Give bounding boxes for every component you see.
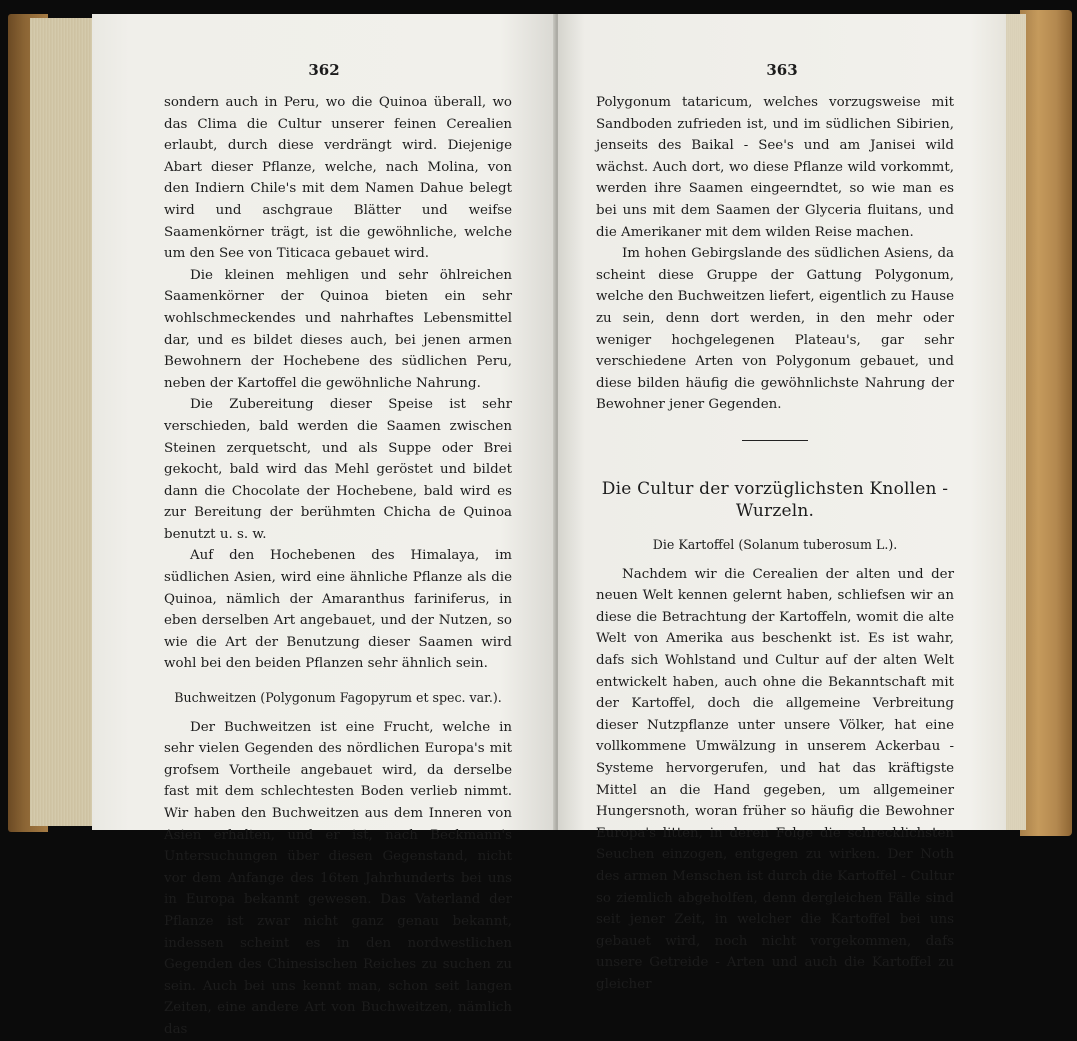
paragraph: sondern auch in Peru, wo die Quinoa überall, wo das Clima die Cultur unserer feinen Cerealien erlaubt, durch diese verdrängt wird. Diejenige Abart dieser Pflanze, welche, nach Molina, von den Indiern Chile's mit dem Namen Dahue belegt wird und aschgraue Blätter und weifse Saamenkörner trägt, ist die gewöhnliche, welche um den See von Titicaca gebauet wird.	[164, 95, 512, 262]
paragraph: Im hohen Gebirgslande des südlichen Asiens, da scheint diese Gruppe der Gattung Polygonum, welche den Buchweitzen liefert, eigentlich zu Hause zu sein, denn dort werden, in den mehr oder weniger hochgelegenen Plateau's, gar sehr verschiedene Arten von Polygonum gebauet, und diese bilden häufig die gewöhnlichste Nahrung der Bewohner jener Gegenden.	[596, 246, 954, 413]
right-page	[558, 14, 1006, 992]
paragraph: Nachdem wir die Cerealien der alten und der neuen Welt kennen gelernt haben, schliefsen wir an diese die Betrachtung der Kartoffeln, womit die alte Welt von Amerika aus beschenkt ist. Es ist wahr, dafs sich Wohlstand und Cultur auf der alten Welt entwickelt haben, auch ohne die Bekanntschaft mit der Kartoffel, doch die allgemeine Verbreitung dieser Nutzpflanze unter unsere Völker, hat eine vollkommene Umwälzung in unserem Ackerbau - Systeme hervorgerufen, und hat das kräftigste Mittel an die Hand gegeben, um allgemeiner Hungersnoth, woran früher so häufig die Bewohner Europa's litten, in deren Folge die schrecklichsten Seuchen einzogen, entgegen zu wirken. Der Noth des armen Menschen ist durch die Kartoffel - Cultur so ziemlich abgeholfen, denn dergleichen Fälle sind seit jener Zeit, in welcher die Kartoffel bei uns gebauet wird, noch nicht vorgekommen, dafs unsere Getreide - Arten und auch die Kartoffel zu gleicher	[596, 566, 954, 992]
paragraph: Die kleinen mehligen und sehr öhlreichen Saamenkörner der Quinoa bieten ein sehr wohlschmeckendes und nahrhaftes Lebensmittel dar, und es bildet dieses auch, bei jenen armen Bewohnern der Hochebene des südlichen Peru, neben der Kartoffel die gewöhnliche Nahrung.	[164, 267, 512, 391]
page-edges-left	[30, 18, 92, 826]
right-text-column	[596, 92, 954, 996]
paragraph: Der Buchweitzen ist eine Frucht, welche in sehr vielen Gegenden des nördlichen Europa's mit grofsem Vortheile angebauet wird, da derselbe fast mit dem schlechtesten Boden verlieb nimmt. Wir haben den Buchweitzen aus dem Inneren von Asien erhalten, und er ist, nach Beckmann's Untersuchungen über diesen Gegenstand, nicht vor dem Anfange des 16ten Jahrhunderts bei uns in Europa bekannt gewesen. Das Vaterland der Pflanze ist zwar nicht ganz genau bekannt, indessen scheint es in den nordwestlichen Gegenden des Chinesischen Reiches zu suchen zu sein. Auch bei uns kennt man, schon seit langen Zeiten, eine andere Art von Buchweitzen, nämlich das	[164, 719, 512, 1037]
page-number-right: 363	[766, 61, 798, 79]
paragraph: Die Zubereitung dieser Speise ist sehr verschieden, bald werden die Saamen zwischen Steinen zerquetscht, und als Suppe oder Brei gekocht, bald wird das Mehl geröstet und bildet dann die Chocolate der Hochebene, bald wird es zur Bereitung der berühmten Chicha de Quinoa benutzt u. s. w.	[164, 397, 512, 542]
paragraph: Polygonum tataricum, welches vorzugsweise mit Sandboden zufrieden ist, und im südlichen Sibirien, jenseits des Baikal - See's und am Janisei wild wächst. Auch dort, wo diese Pflanze wild vorkommt, werden ihre Saamen eingeerndtet, so wie man es bei uns mit dem Saamen der Glyceria fluitans, und die Amerikaner mit dem wilden Reise machen.	[596, 95, 954, 240]
left-page	[92, 14, 556, 1037]
left-text-column	[164, 92, 512, 1041]
page-edges-right	[1004, 14, 1026, 830]
section-subheading: Buchweitzen (Polygonum Fagopyrum et spec. var.).	[174, 690, 502, 706]
chapter-title: Die Cultur der vorzüglichsten Knollen - Wurzeln.	[601, 478, 949, 521]
book-cover-right	[1020, 10, 1072, 836]
section-divider	[742, 440, 808, 441]
page-number-left: 362	[308, 61, 340, 79]
section-subheading: Die Kartoffel (Solanum tuberosum L.).	[652, 537, 898, 553]
paragraph: Auf den Hochebenen des Himalaya, im südlichen Asien, wird eine ähnliche Pflanze als die Quinoa, nämlich der Amaranthus fariniferus, in eben derselben Art angebauet, und der Nutzen, so wie die Art der Benutzung dieser Saamen wird wohl bei den beiden Pflanzen sehr ähnlich sein.	[164, 548, 512, 672]
